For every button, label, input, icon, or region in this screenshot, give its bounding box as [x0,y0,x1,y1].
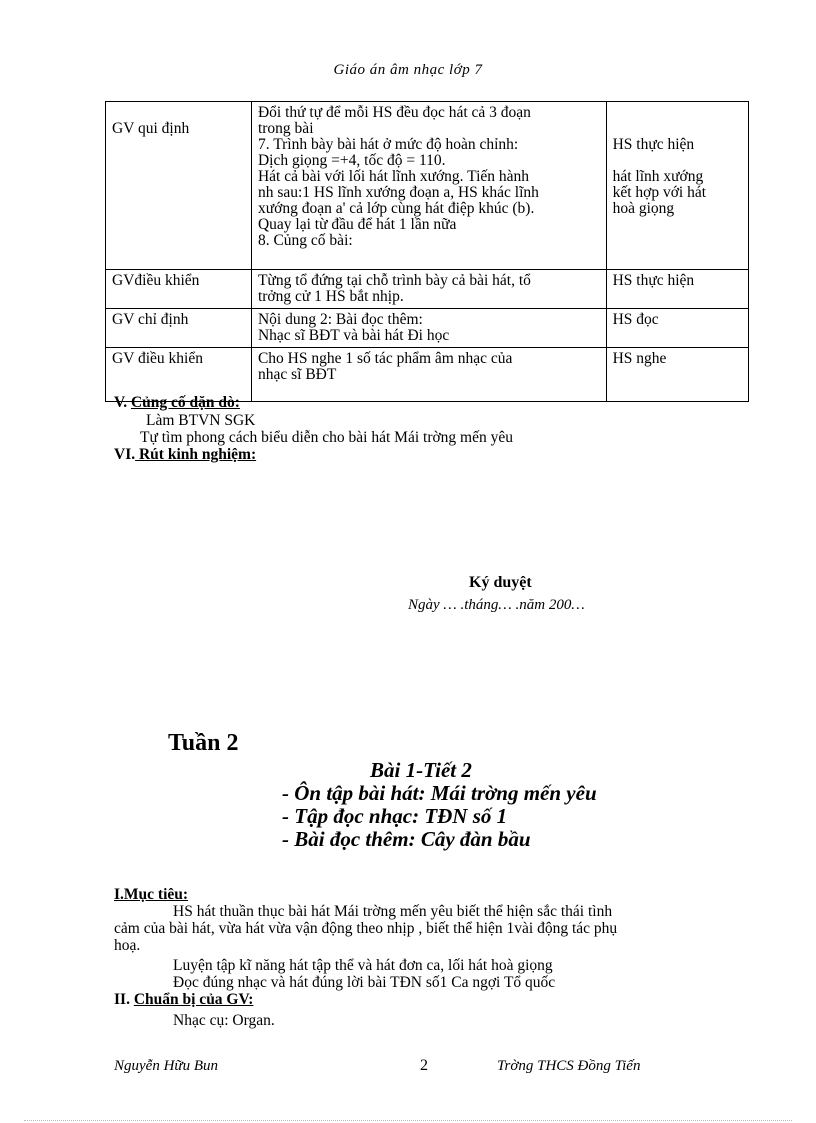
table-cell-line: GVđiều khiển [112,272,200,289]
content-cell [251,348,606,402]
table-cell-line: trởng cử 1 HS bắt nhịp. [257,288,404,305]
section-5-line: Tự tìm phong cách biểu diễn cho bài hát Mái trờng mến yêu [140,429,513,446]
table-cell-line: Quay lại từ đầu để hát 1 lần nữa [257,216,457,233]
section-1-line: hoạ. [114,937,141,954]
table-cell-line: Đổi thứ tự để mỗi HS đều đọc hát cả 3 đoạn [257,104,531,121]
table-cell-line: hát lĩnh xướng [612,168,704,185]
student-activity-cell [606,102,748,270]
table-cell-line: 7. Trình bày bài hát ở mức độ hoàn chỉnh: [257,136,519,153]
table-cell-line: HS thực hiện [612,272,695,289]
footer-page-number: 2 [420,1057,428,1074]
table-cell-line: GV chỉ định [112,311,189,328]
table-cell-line: GV qui định [112,120,190,137]
approval-date: Ngày … .tháng… .năm 200… [408,597,585,613]
week-heading: Tuần 2 [168,730,239,756]
table-cell-line: HS thực hiện [612,136,695,153]
lesson-title: Bài 1-Tiết 2 [370,758,472,782]
table-row [106,270,749,309]
section-5-line: Làm BTVN SGK [146,412,256,429]
table-row [106,309,749,348]
table-cell-line: trong bài [257,120,314,137]
section-2-line: Nhạc cụ: Organ. [173,1012,275,1029]
lesson-item: - Ôn tập bài hát: Mái trờng mến yêu [282,781,597,805]
table-cell-line: nh sau:1 HS lĩnh xướng đoạn a, HS khác lĩnh [257,184,539,201]
table-cell-line: xướng đoạn a' cả lớp cùng hát điệp khúc (b). [257,200,535,217]
section-1-title: I.Mục tiêu: [114,886,189,903]
teacher-activity-cell [106,309,252,348]
lesson-item: - Bài đọc thêm: Cây đàn bầu [282,827,531,851]
table-cell-line: Nội dung 2: Bài đọc thêm: [257,311,423,328]
student-activity-cell [606,309,748,348]
footer-author: Nguyễn Hữu Bun [114,1058,218,1074]
table-row [106,102,749,270]
section-6-heading [114,446,256,464]
table-cell-line: HS đọc [612,311,659,328]
section-5-number: V. [114,394,128,411]
section-1-line: HS hát thuần thục bài hát Mái trờng mến yêu biết thể hiện sắc thái tình [173,903,613,920]
table-cell-line: 8. Củng cố bài: [257,232,353,249]
section-1-line: Đọc đúng nhạc và hát đúng lời bài TĐN số1 Ca ngợi Tổ quốc [173,974,556,991]
table-cell-line: HS nghe [612,350,667,367]
approval-title: Ký duyệt [469,574,532,591]
page-bottom-divider [24,1120,792,1121]
table-cell-line: nhạc sĩ BĐT [257,366,337,383]
content-cell [251,102,606,270]
section-1-line: Luyện tập kĩ năng hát tập thể và hát đơn ca, lối hát hoà giọng [173,957,553,974]
section-2-heading [114,991,253,1009]
table-cell-line: Cho HS nghe 1 số tác phẩm âm nhạc của [257,350,513,367]
content-cell [251,309,606,348]
table-cell-line: hoà giọng [612,200,675,217]
student-activity-cell [606,348,748,402]
table-cell-line: GV điều khiển [112,350,203,367]
table-cell-line: Dịch giọng =+4, tốc độ = 110. [257,152,446,169]
section-2-title: Chuẩn bị của GV: [133,991,254,1008]
section-5-heading [114,394,240,412]
section-6-title: Rút kinh nghiệm: [135,446,257,463]
content-cell [251,270,606,309]
lesson-item: - Tập đọc nhạc: TĐN số 1 [282,804,508,828]
table-cell-line: Nhạc sĩ BĐT và bài hát Đi học [257,327,450,344]
teacher-activity-cell [106,270,252,309]
teacher-activity-cell [106,102,252,270]
table-cell-line: Từng tổ đứng tại chỗ trình bày cả bài hát, tổ [257,272,531,289]
table-cell-line: kết hợp với hát [612,184,707,201]
student-activity-cell [606,270,748,309]
page-header-title: Giáo án âm nhạc lớp 7 [333,62,483,78]
section-5-title: Củng cố dặn dò: [130,394,240,411]
section-2-number: II. [114,991,130,1008]
section-1-line: cảm của bài hát, vừa hát vừa vận động theo nhịp , biết thể hiện 1vài động tác phụ [114,920,618,937]
lesson-activity-table [105,101,749,402]
section-6-number: VI. [114,446,136,463]
footer-school: Trờng THCS Đồng Tiến [497,1058,641,1074]
table-cell-line: Hát cả bài với lối hát lĩnh xướng. Tiến hành [257,168,530,185]
